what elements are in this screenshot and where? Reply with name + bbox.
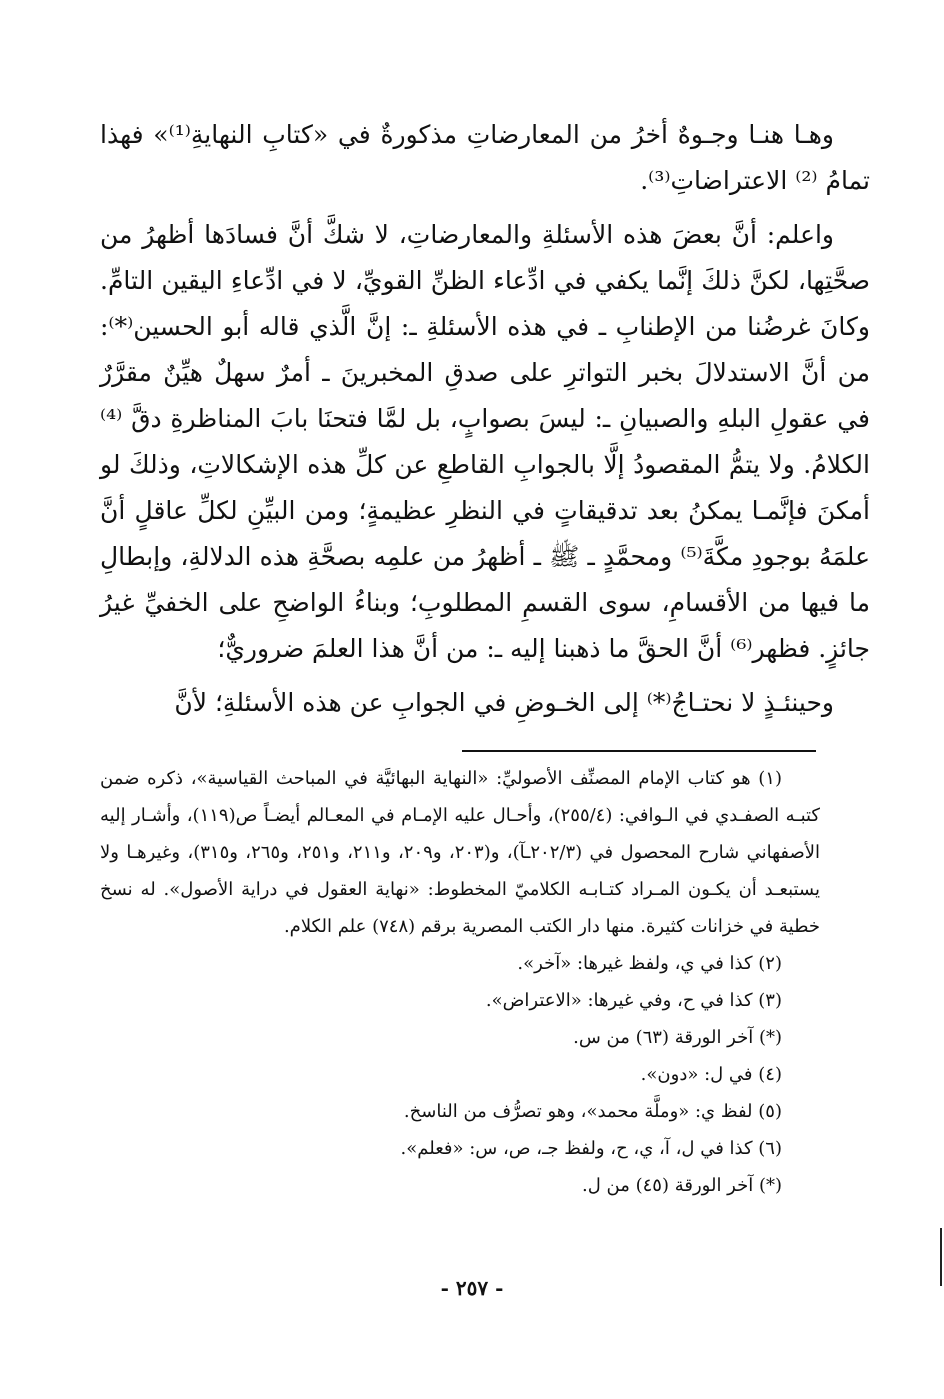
footnote: (٢) كذا في ي، ولفظ غيرها: «آخر». <box>517 953 782 974</box>
footnote: (*) آخر الورقة (٦٣) من س. <box>573 1027 782 1048</box>
page-number: - ٢٥٧ - <box>440 1276 504 1300</box>
footnote: (٤) في ل: «دون». <box>640 1064 782 1085</box>
footnote: (٥) لفظ ي: «وملَّة محمد»، وهو تصرُّف من الناسخ. <box>403 1101 782 1122</box>
footnote-divider <box>462 750 816 752</box>
footnote: (١) هو كتاب الإمام المصنِّف الأصوليِّ: «النهاية البهائيَّة في المباحث القياسية»، ذكره ضمن كتبـه الصفـدي في الـوافي: (٢٥٥/٤)، وأحـال عليه الإمـام في المعـالم أيضـاً ص(١١٩)، وأشـار إليه الأصفهاني شارح المحصول في (٢٠٢/٣ـآ)، و(٢٠٣، و٢٠٩، و٢١١، و٢٥١، و٢٦٥، و٣١٥)، وغيرهـا ولا يستبعـد أن يكـون المـراد كتـابـه الكلاميّ المخطوط: «نهاية العقول في دراية الأصول». له نسخ خطية في خزانات كثيرة. منها دار الكتب المصرية برقم (٧٤٨) علم الكلام. <box>100 768 821 937</box>
footnotes <box>100 760 820 1204</box>
paragraph: وحينئـذٍ لا نحتـاجُ⁽*⁾ إلى الخـوضِ في الجوابِ عن هذه الأسئلةِ؛ لأنَّ <box>174 688 834 717</box>
main-text <box>100 112 870 726</box>
scan-edge-mark <box>940 1228 942 1286</box>
paragraph: واعلم: أنَّ بعضَ هذه الأسئلةِ والمعارضاتِ، لا شكَّ أنَّ فسادَها أظهرُ من صحَّتِها، لكنَّ ذلكَ إنَّما يكفي في ادِّعاء الظنِّ القويِّ، لا في ادِّعاءِ اليقين التامِّ. وكانَ غرضُنا من الإطنابِ ـ في هذه الأسئلةِ ـ: إنَّ الَّذي قاله أبو الحسين⁽*⁾: من أنَّ الاستدلالَ بخبر التواترِ على صدقِ المخبرينَ ـ أمرٌ سهلٌ هيِّنٌ مقرَّرٌ في عقولِ البلهِ والصبيانِ ـ: ليسَ بصوابٍ، بل لمَّا فتحنَا بابَ المناظرةِ دقَّ ⁽⁴⁾الكلامُ. ولا يتمُّ المقصودُ إلَّا بالجوابِ القاطعِ عن كلِّ هذه الإشكالاتِ، وذلكَ لو أمكنَ فإنَّمـا يمكنُ بعد تدقيقاتٍ في النظرِ عظيمةٍ؛ ومن البيِّنِ لكلِّ عاقلٍ أنَّ علمَهُ بوجودِ مكَّةَ⁽⁵⁾ ومحمَّدٍ ـ ﷺ ـ أظهرُ من علمِه بصحَّةِ هذه الدلالةِ، وإبطالِ ما فيها من الأقسامِ، سوى القسمِ المطلوبِ؛ وبناءُ الواضحِ على الخفيِّ غيرُ جائزٍ. فظهر⁽⁶⁾ أنَّ الحقَّ ما ذهبنا إليه ـ: من أنَّ هذا العلمَ ضروريٌّ؛ <box>100 220 870 663</box>
footnote: (*) آخر الورقة (٤٥) من ل. <box>582 1175 782 1196</box>
footnote: (٦) كذا في ل، آ، ي، ح، ولفظ جـ، ص، س: «فعلم». <box>400 1138 782 1159</box>
paragraph: وهـا هنـا وجـوهٌ أخرُ من المعارضاتِ مذكورةٌ في «كتابِ النهايةِ⁽¹⁾» فهذا تمامُ ⁽²⁾ الاعتراضاتِ⁽³⁾. <box>100 120 870 195</box>
footnote: (٣) كذا في ح، وفي غيرها: «الاعتراض». <box>485 990 782 1011</box>
